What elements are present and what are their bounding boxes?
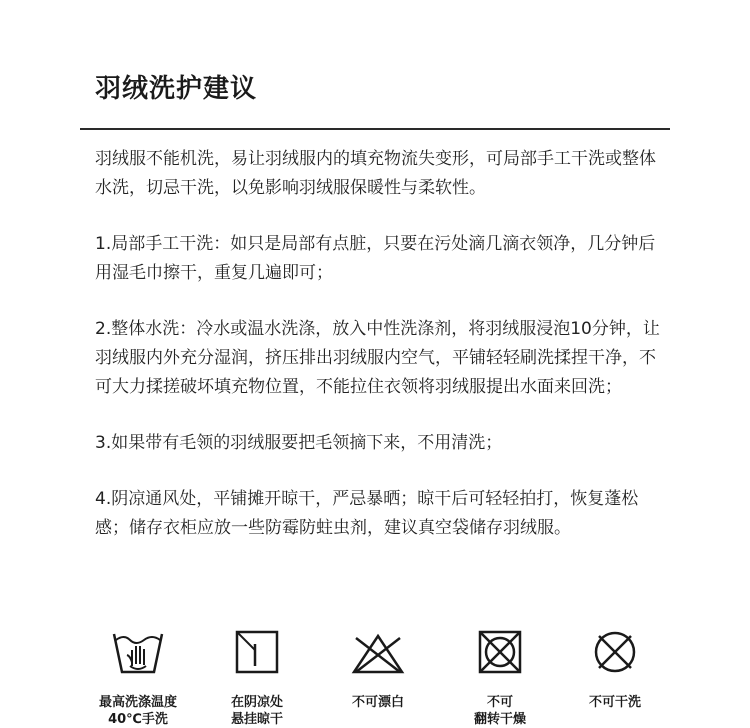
hand-wash-label-1: 最高洗涤温度	[98, 695, 177, 710]
no-tumble-dry-label-2: 翻转干燥	[473, 712, 526, 727]
page-title: 羽绒洗护建议	[95, 74, 258, 104]
no-dry-clean-label: 不可干洗	[588, 695, 641, 710]
full-wash-paragraph: 2.整体水洗：冷水或温水洗涤，放入中性洗涤剂，将羽绒服浸泡10分钟，让羽绒服内外充分湿润，挤压排出羽绒服内空气，平铺轻轻刷洗揉捏干净，不可大力揉搓破坏填充物位置，不能拉住衣领将羽绒服提出水面来回洗；	[95, 319, 660, 397]
intro-paragraph: 羽绒服不能机洗，易让羽绒服内的填充物流失变形，可局部手工干洗或整体水洗，切忌干洗，以免影响羽绒服保暖性与柔软性。	[95, 149, 656, 198]
title-divider	[80, 128, 670, 130]
hand-wash-icon	[110, 628, 166, 678]
hand-wash-label-2: 40℃手洗	[108, 712, 168, 727]
dry-shade-label-1: 在阴凉处	[230, 695, 283, 710]
care-symbol-dry-shade	[197, 628, 317, 728]
care-symbol-hand-wash	[78, 628, 198, 728]
care-symbol-no-tumble-dry	[440, 628, 560, 728]
fur-collar-paragraph: 3.如果带有毛领的羽绒服要把毛领摘下来，不用清洗；	[95, 433, 503, 453]
spot-clean-paragraph: 1.局部手工干洗：如只是局部有点脏，只要在污处滴几滴衣领净，几分钟后用湿毛巾擦干，重复几遍即可；	[95, 234, 656, 283]
drying-storage-paragraph: 4.阴凉通风处，平铺摊开晾干，严忌暴晒；晾干后可轻轻拍打，恢复蓬松感；储存衣柜应放一些防霉防蛀虫剂，建议真空袋储存羽绒服。	[95, 489, 639, 538]
no-tumble-dry-label-1: 不可	[486, 695, 513, 710]
care-symbol-no-dry-clean	[555, 628, 675, 711]
dry-shade-label-2: 悬挂晾干	[230, 712, 283, 727]
no-bleach-icon	[350, 628, 406, 678]
care-instructions	[95, 145, 660, 570]
no-bleach-label: 不可漂白	[351, 695, 404, 710]
dry-flat-shade-icon	[229, 628, 285, 678]
care-symbols-row	[80, 628, 670, 728]
no-tumble-dry-icon	[472, 628, 528, 678]
care-symbol-no-bleach	[318, 628, 438, 711]
no-dry-clean-icon	[587, 628, 643, 678]
